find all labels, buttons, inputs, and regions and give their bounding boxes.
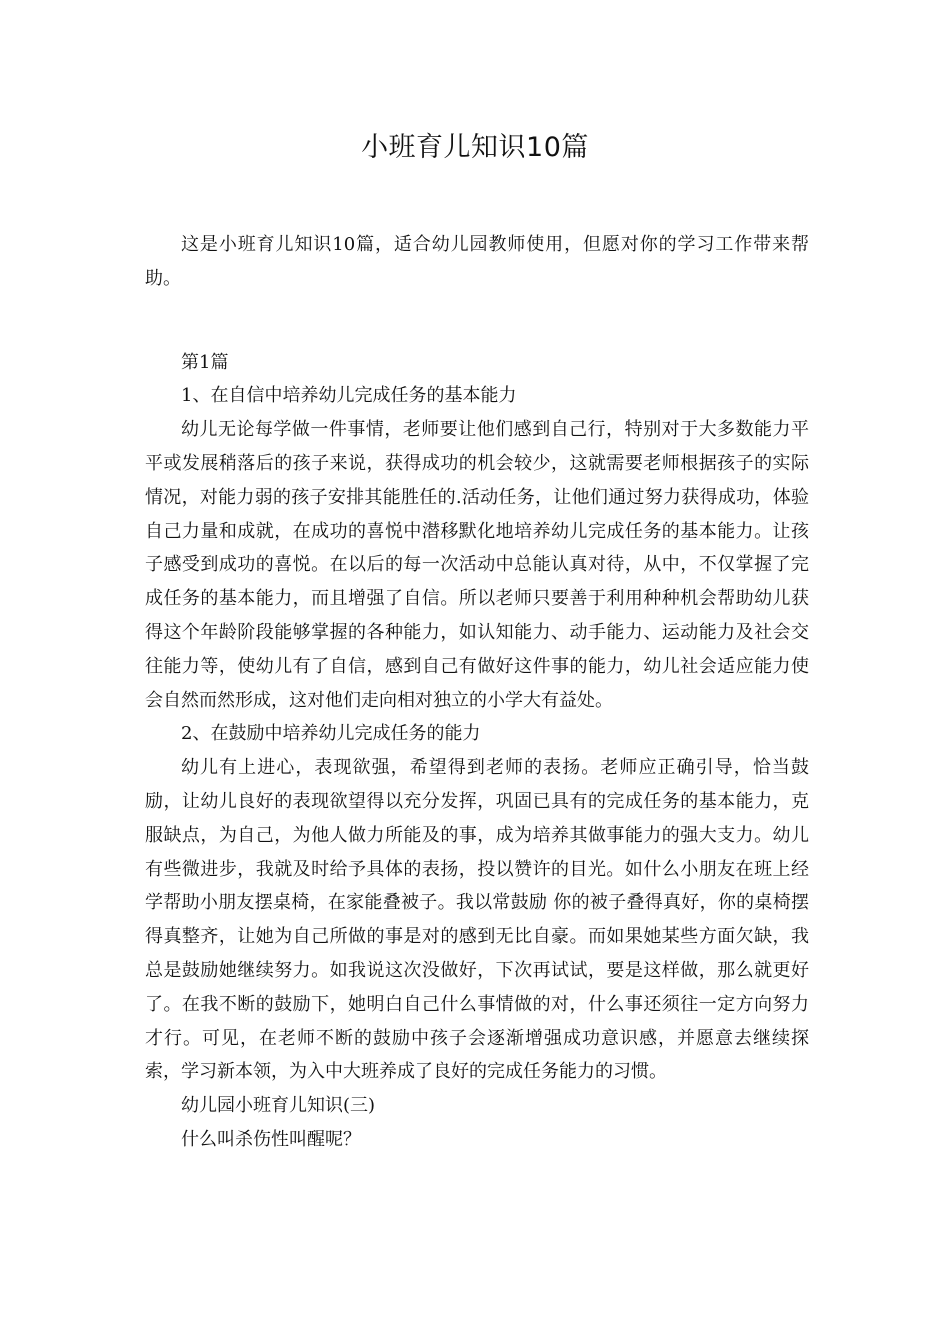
section-label: 第1篇 xyxy=(181,351,229,373)
heading-2: 2、在鼓励中培养幼儿完成任务的能力 xyxy=(181,723,481,745)
document-body xyxy=(145,228,809,1157)
heading-4: 什么叫杀伤性叫醒呢？ xyxy=(181,1128,361,1150)
intro-paragraph: 这是小班育儿知识10篇，适合幼儿园教师使用，但愿对你的学习工作带来帮助。 xyxy=(145,234,809,289)
document-title: 小班育儿知识10篇 xyxy=(361,132,589,163)
paragraph-1: 幼儿无论每学做一件事情，老师要让他们感到自己行，特别对于大多数能力平平或发展稍落后的孩子来说，获得成功的机会较少，这就需要老师根据孩子的实际情况，对能力弱的孩子安排其能胜任的.活动任务，让他们通过努力获得成功，体验自己力量和成就，在成功的喜悦中潜移默化地培养幼儿完成任务的基本能力。让孩子感受到成功的喜悦。在以后的每一次活动中总能认真对待，从中，不仅掌握了完成任务的基本能力，而且增强了自信。所以老师只要善于利用种种机会帮助幼儿获得这个年龄阶段能够掌握的各种能力，如认知能力、动手能力、运动能力及社会交往能力等，使幼儿有了自信，感到自己有做好这件事的能力，幼儿社会适应能力使会自然而然形成，这对他们走向相对独立的小学大有益处。 xyxy=(145,419,809,711)
heading-3: 幼儿园小班育儿知识(三) xyxy=(181,1095,376,1117)
spacer xyxy=(145,296,809,346)
paragraph-2: 幼儿有上进心，表现欲强，希望得到老师的表扬。老师应正确引导，恰当鼓励，让幼儿良好的表现欲望得以充分发挥，巩固已具有的完成任务的基本能力，克服缺点，为自己，为他人做力所能及的事，成为培养其做事能力的强大支力。幼儿有些微进步，我就及时给予具体的表扬，投以赞许的目光。如什么小朋友在班上经学帮助小朋友摆桌椅，在家能叠被子。我以常鼓励 你的被子叠得真好，你的桌椅摆得真整齐，让她为自己所做的事是对的感到无比自豪。而如果她某些方面欠缺，我总是鼓励她继续努力。如我说这次没做好，下次再试试，要是这样做，那么就更好了。在我不断的鼓励下，她明白自己什么事情做的对，什么事还须往一定方向努力才行。可见，在老师不断的鼓励中孩子会逐渐增强成功意识感，并愿意去继续探索，学习新本领，为入中大班养成了良好的完成任务能力的习惯。 xyxy=(145,757,809,1083)
heading-1: 1、在自信中培养幼儿完成任务的基本能力 xyxy=(181,385,517,407)
